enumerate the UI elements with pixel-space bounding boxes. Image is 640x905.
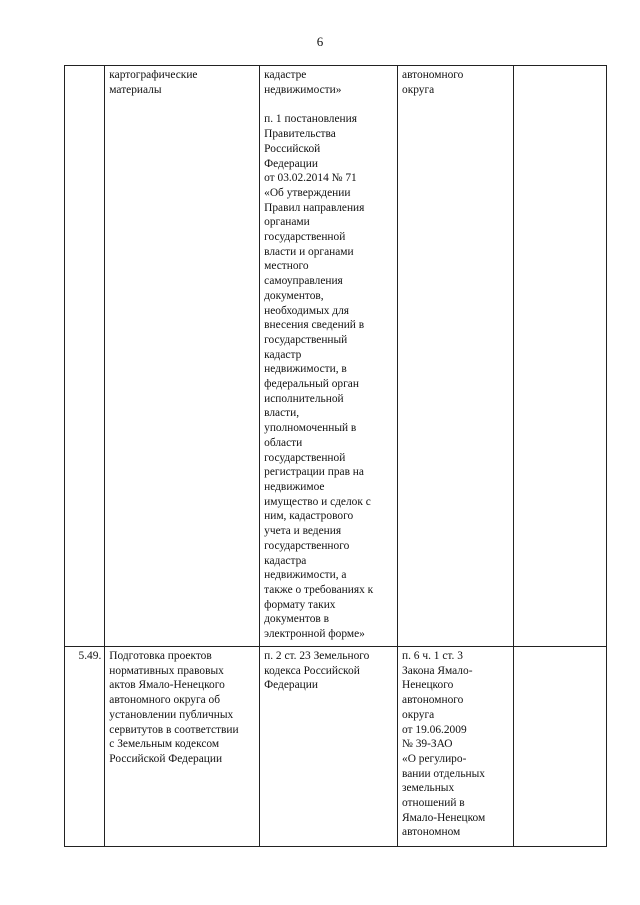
table-row xyxy=(65,647,607,847)
regional-basis-text: п. 6 ч. 1 ст. 3 Закона Ямало- Ненецкого автономного округа от 19.06.2009 № 39-ЗАО «О регулиро- вании отдельных земельных отношений в Ямало-Ненецком автономном xyxy=(402,650,486,839)
row-number-cell xyxy=(65,66,105,647)
table-row xyxy=(65,66,607,647)
federal-basis-text: кадастре недвижимости» xyxy=(264,69,342,96)
federal-basis-text: п. 1 постановления Правительства Российской Федерации от 03.02.2014 № 71 «Об утверждении Правил направления органами государственной власти и органами местного самоуправления документов, необходимых для внесения сведений в государственный кадастр недвижимости, в федеральный орган исполнительной власти, уполномоченный в области государственной регистрации прав на недвижимое имущество и сделок с ним, кадастрового учета и ведения государственного кадастра недвижимости, а также о требованиях к формату таких документов в электронной форме» xyxy=(264,113,374,641)
federal-basis-cell xyxy=(260,66,398,647)
regulation-table xyxy=(64,65,607,847)
row-number-cell xyxy=(65,647,105,847)
regional-basis-cell xyxy=(398,647,514,847)
item-name: картографические материалы xyxy=(109,69,198,96)
regional-basis-text: автономного округа xyxy=(402,69,464,96)
row-number: 5.49. xyxy=(78,650,102,662)
item-name: Подготовка проектов нормативных правовых актов Ямало-Ненецкого автономного округа об установлении публичных сервитутов в соответствии с Земельным кодексом Российской Федерации xyxy=(109,650,239,765)
name-cell xyxy=(105,647,260,847)
federal-basis-cell xyxy=(260,647,398,847)
regional-basis-cell xyxy=(398,66,514,647)
name-cell xyxy=(105,66,260,647)
note-cell xyxy=(513,647,606,847)
paragraph-gap xyxy=(264,97,393,112)
federal-basis-text: п. 2 ст. 23 Земельного кодекса Российской Федерации xyxy=(264,650,370,692)
note-cell xyxy=(513,66,606,647)
page-number: 6 xyxy=(316,34,324,49)
